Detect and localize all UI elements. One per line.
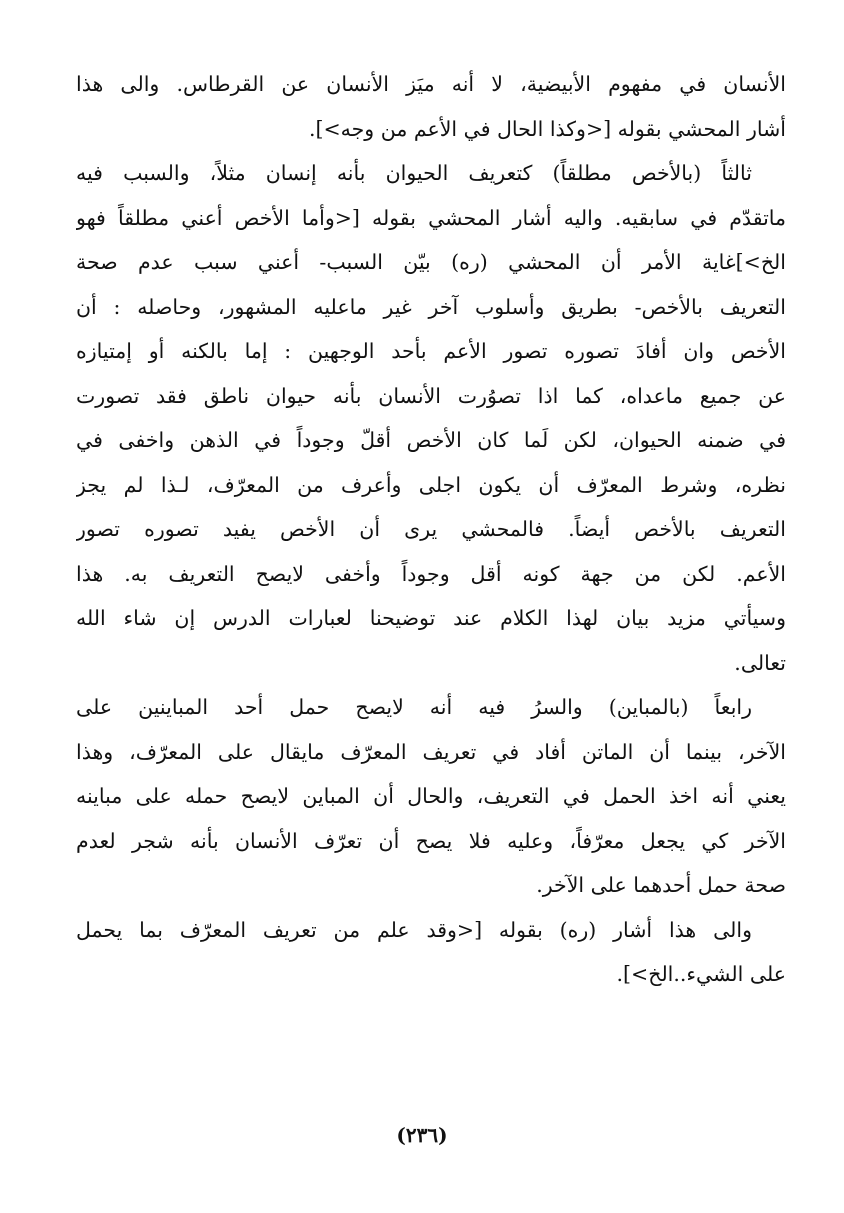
text-line: الخ>]غاية الأمر أن المحشي (ره) بيّن السبب- أعني سبب عدم صحة [76, 250, 786, 274]
text-line: الآخر كي يجعل معرّفاً، وعليه فلا يصح أن تعرّف الأنسان بأنه شجر لعدم [76, 828, 786, 853]
text-line: أشار المحشي بقوله [<وكذا الحال في الأعم من وجه>]. [308, 116, 786, 141]
document-body [76, 62, 786, 997]
text-line: صحة حمل أحدهما على الآخر. [536, 873, 786, 897]
paragraph-start-line: والى هذا أشار (ره) بقوله [<وقد علم من تعريف المعرّف بما يحمل [76, 917, 752, 942]
page [76, 62, 786, 997]
text-line: الأخص وان أفادَ تصوره تصور الأعم بأحد الوجهين : إما بالكنه أو إمتيازه [76, 339, 786, 363]
paragraph-start-line: ثالثاً (بالأخص مطلقاً) كتعريف الحيوان بأنه إنسان مثلاً، والسبب فيه [76, 161, 752, 185]
text-line: عن جميع ماعداه، كما اذا تصوُرت الأنسان بأنه حيوان ناطق فقد تصورت [76, 383, 786, 408]
text-line: الأعم. لكن من جهة كونه أقل وجوداً وأخفى لايصح التعريف به. هذا [76, 561, 786, 586]
text-line: وسيأتي مزيد بيان لهذا الكلام عند توضيحنا لعبارات الدرس إن شاء الله [76, 606, 786, 630]
text-line: الآخر، بينما أن الماتن أفاد في تعريف المعرّف مايقال على المعرّف، وهذا [76, 739, 786, 764]
text-line: التعريف بالأخص- بطريق وأسلوب آخر غير ماعليه المشهور، وحاصله : أن [76, 294, 786, 319]
text-line: نظره، وشرط المعرّف أن يكون اجلى وأعرف من المعرّف، لـذا لم يجز [76, 472, 786, 497]
text-line: يعني أنه اخذ الحمل في التعريف، والحال أن المباين لايصح حمله على مباينه [76, 784, 786, 808]
paragraph-start-line: رابعاً (بالمباين) والسرُ فيه أنه لايصح حمل أحد المباينين على [76, 695, 752, 719]
page-number: (٢٣٦) [396, 1123, 448, 1147]
text-line: تعالى. [734, 650, 786, 675]
text-line: الأنسان في مفهوم الأبيضية، لا أنه ميَز الأنسان عن القرطاس. والى هذا [76, 72, 786, 96]
text-line: ماتقدّم في سابقيه. واليه أشار المحشي بقوله [<وأما الأخص أعني مطلقاً فهو [76, 205, 786, 230]
text-line: في ضمنه الحيوان، لكن لَما كان الأخص أقلّ وجوداً في الذهن واخفى في [76, 428, 786, 452]
text-line: على الشيء..الخ>]. [616, 962, 786, 986]
text-line: التعريف بالأخص أيضاً. فالمحشي يرى أن الأخص يفيد تصوره تصور [76, 517, 786, 541]
